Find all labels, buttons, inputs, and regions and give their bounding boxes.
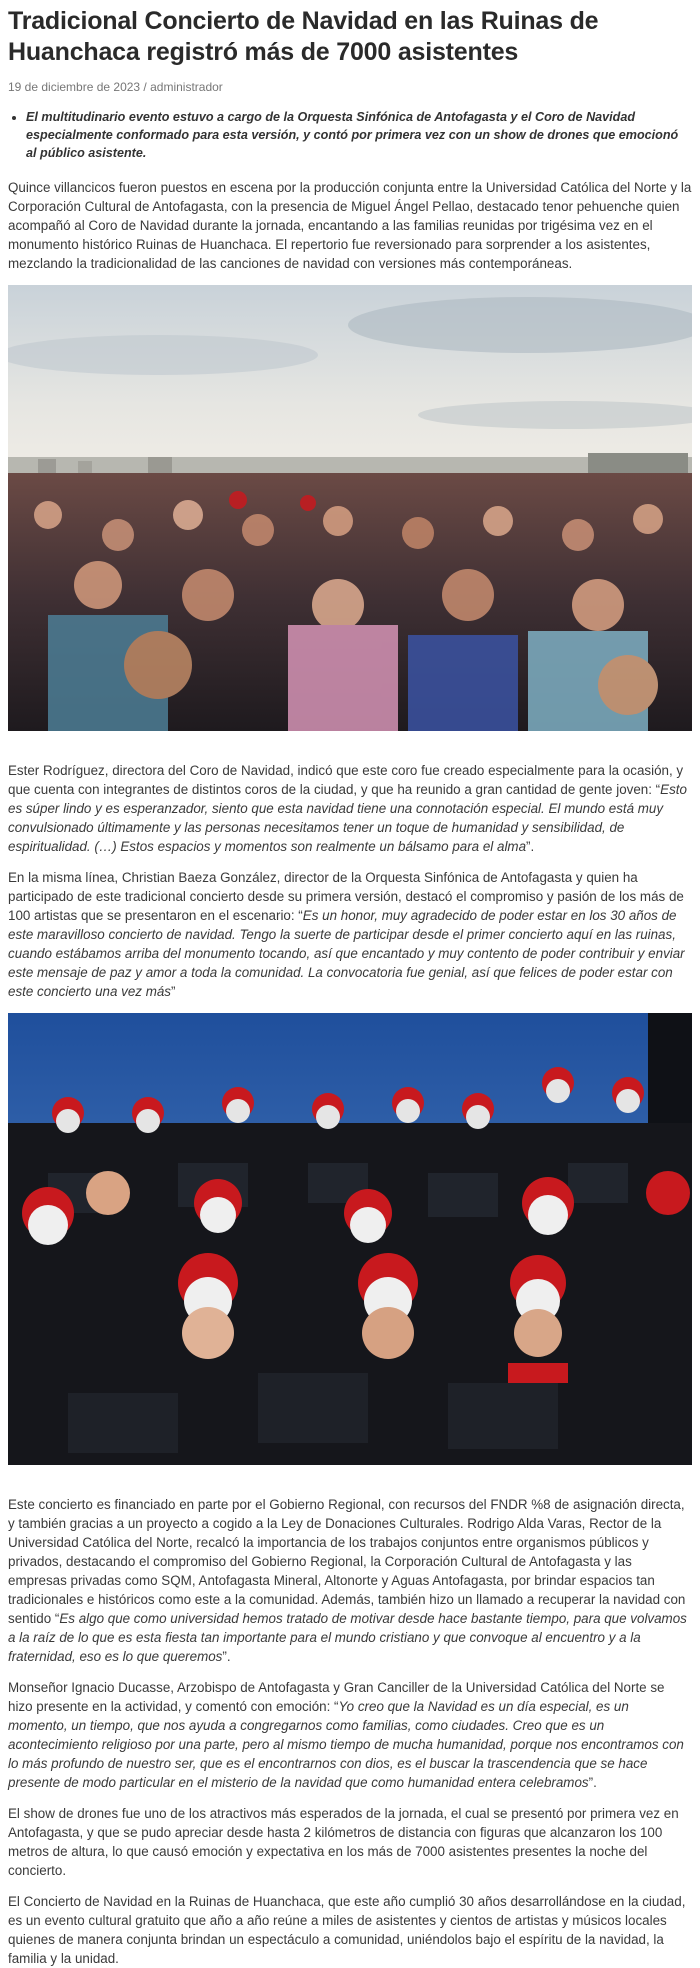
- paragraph-5-text: Monseñor Ignacio Ducasse, Arzobispo de Antofagasta y Gran Canciller de la Universidad Católica del Norte se hizo presente en la actividad, y comentó con emoción: “: [8, 1680, 665, 1714]
- article-date: 19 de diciembre de 2023: [8, 80, 141, 94]
- paragraph-5-end: ”.: [588, 1775, 597, 1790]
- paragraph-2: [8, 761, 692, 856]
- lead-text: • El multitudinario evento estuvo a cargo de la Orquesta Sinfónica de Antofagasta y el Coro de Navidad especialmente conformado para esta versión, y contó por primera vez con un show de drones que emocionó al público asistente.: [26, 108, 692, 162]
- paragraph-2-end: ”.: [526, 839, 535, 854]
- paragraph-2-quote: Esto es súper lindo y es esperanzador, siento que esta navidad tiene una connotación especial. El mundo está muy convulsionado últimamente y las personas necesitamos tener un toque de humanidad y sensibilidad, de espiritualidad. (…) Estos espacios y momentos son realmente un bálsamo para el alma: [8, 782, 687, 854]
- paragraph-4-text: Este concierto es financiado en parte por el Gobierno Regional, con recursos del FNDR %8 de asignación directa, y también gracias a un proyecto a cogido a la Ley de Donaciones Culturales. Rodrigo Alda Varas, Rector de la Universidad Católica del Norte, recalcó la importancia de los trabajos conjuntos entre organismos públicos y privados, destacando el compromiso del Gobierno Regional, la Corporación Cultural de Antofagasta y las empresas privadas como SQM, Antofagasta Mineral, Altonorte y Aguas Antofagasta, por brindar espacios tan tradicionales e históricos como este a la comunidad. Además, también hizo un llamado a recuperar la navidad con sentido “: [8, 1497, 686, 1626]
- paragraph-1: Quince villancicos fueron puestos en escena por la producción conjunta entre la Universidad Católica del Norte y la Corporación Cultural de Antofagasta, con la presencia de Miguel Ángel Pellao, destacado tenor pehuenche quien acompañó al Coro de Navidad durante la jornada, encantando a las familias reunidas por trigésima vez en el monumento histórico Ruinas de Huanchaca. El repertorio fue reversionado para sorprender a los asistentes, mezclando la tradicionalidad de las canciones de navidad con versiones más contemporáneas.: [8, 180, 692, 271]
- paragraph-4: [8, 1495, 692, 1666]
- paragraph-3-text: En la misma línea, Christian Baeza González, director de la Orquesta Sinfónica de Antofagasta y quien ha participado de este tradicional concierto desde su primera versión, destacó el compromiso y pasión de los más de 100 artistas que se presentaron en el escenario: “: [8, 870, 684, 923]
- article-title: Tradicional Concierto de Navidad en las Ruinas de Huanchaca registró más de 7000 asistentes: [8, 7, 599, 66]
- crowd-photo-image: [8, 285, 692, 731]
- article-meta: [8, 80, 692, 94]
- paragraph-7: El Concierto de Navidad en la Ruinas de Huanchaca, que este año cumplió 30 años desarrollándose en la ciudad, es un evento cultural gratuito que año a año reúne a miles de asistentes y cientos de artistas y músicos locales quienes de manera conjunta brindan un espectáculo a comunidad, uniéndolos bajo el espíritu de la navidad, la familia y la unidad.: [8, 1894, 686, 1966]
- paragraph-4-quote: Es algo que como universidad hemos tratado de motivar desde hace bastante tiempo, para que volvamos a la raíz de lo que es esta fiesta tan importante para el mundo cristiano y que convoque al encuentro y a la fraternidad, eso es lo que queremos: [8, 1611, 687, 1664]
- paragraph-3-quote: Es un honor, muy agradecido de poder estar en los 30 años de este maravilloso concierto de navidad. Tengo la suerte de participar desde el primer concierto aquí en las ruinas, cuando estábamos arriba del monumento tocando, así que encantado y muy contento de poder contribuir y enviar este mensaje de paz y amor a toda la comunidad. La convocatoria fue genial, así que felices de poder estar con este concierto una vez más: [8, 908, 685, 999]
- paragraph-6: El show de drones fue uno de los atractivos más esperados de la jornada, el cual se presentó por primera vez en Antofagasta, y que se pudo apreciar desde hasta 2 kilómetros de distancia con figuras que alcanzaron los 100 metros de altura, lo que causó emoción y expectativa en los más de 7000 asistentes presentes la noche del concierto.: [8, 1806, 679, 1878]
- paragraph-4-end: ”.: [222, 1649, 231, 1664]
- choir-photo-image: [8, 1013, 692, 1465]
- meta-separator: /: [140, 80, 151, 94]
- lead-list: [8, 108, 692, 162]
- paragraph-3: [8, 868, 692, 1001]
- article-author[interactable]: administrador: [150, 80, 223, 94]
- paragraph-5: [8, 1678, 692, 1792]
- paragraph-2-text: Ester Rodríguez, directora del Coro de Navidad, indicó que este coro fue creado especialmente para la ocasión, y que cuenta con integrantes de distintos coros de la ciudad, y que ha reunido a gran cantidad de gente joven: “: [8, 763, 684, 797]
- crowd-photo: [8, 285, 692, 731]
- paragraph-5-quote: Yo creo que la Navidad es un día especial, es un momento, un tiempo, que nos ayuda a congregarnos como familias, como ciudades. Creo que es un acontecimiento religioso por una parte, pero al mismo tiempo de mucha humanidad, porque nos encontramos con lo más profundo de nuestro ser, que es el encontrarnos con dios, es el buscar la trascendencia que se hace presente de modo particular en el misterio de la navidad que como humanidad entera celebramos: [8, 1699, 684, 1790]
- choir-photo: [8, 1013, 692, 1465]
- paragraph-3-end: ”: [171, 984, 176, 999]
